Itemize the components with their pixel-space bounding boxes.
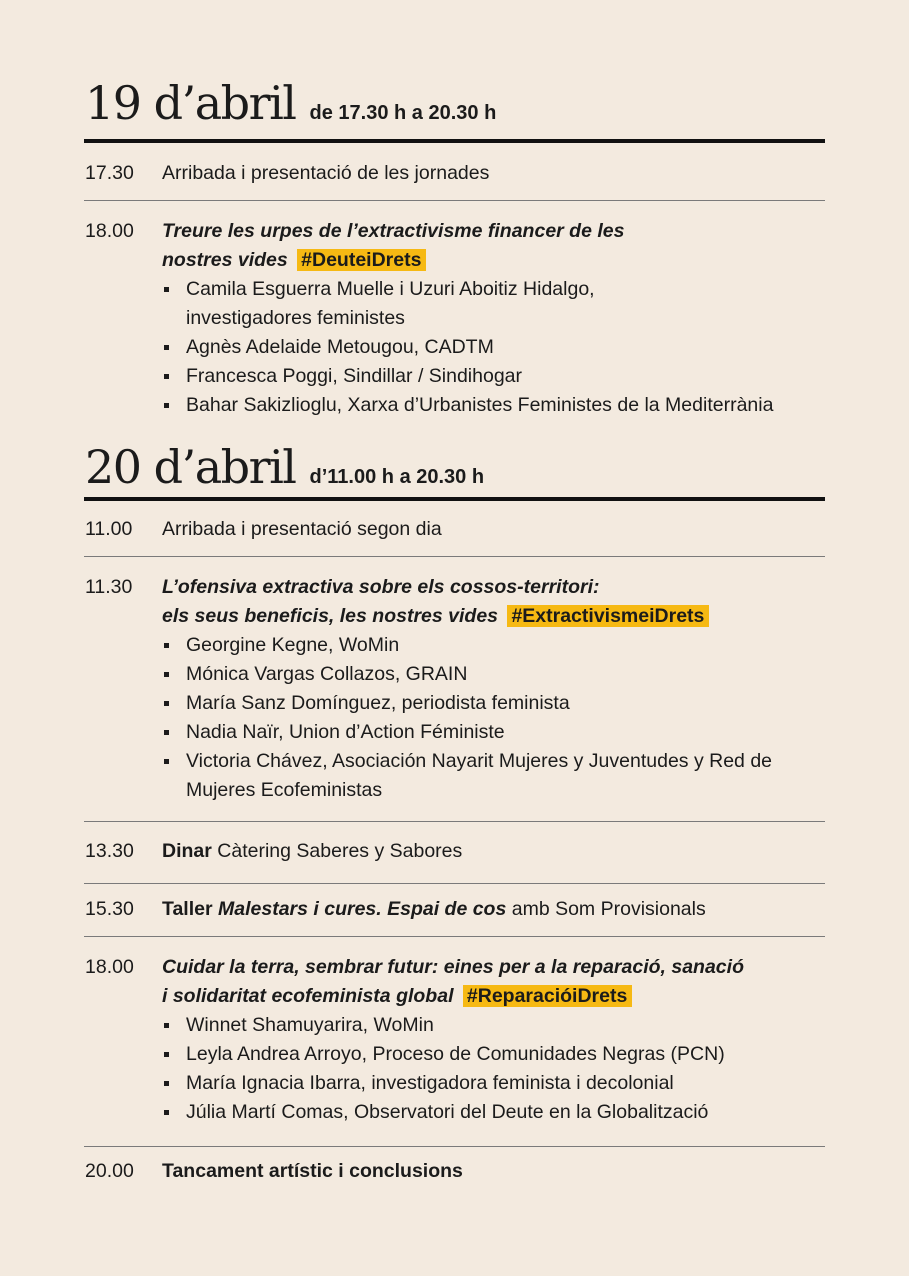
speaker-item: Leyla Andrea Arroyo, Proceso de Comunidades Negras (PCN) [162, 1040, 825, 1069]
session-label: Dinar [162, 840, 212, 862]
day-1-date: 19 d’abril [85, 76, 296, 130]
row-divider [84, 1146, 825, 1147]
session-time: 17.30 [85, 162, 134, 184]
session-text: Càtering Saberes y Sabores [217, 840, 463, 862]
speaker-item: Winnet Shamuyarira, WoMin [162, 1011, 825, 1040]
speaker-item: Victoria Chávez, Asociación Nayarit Mujeres y Juventudes y Red de Mujeres Ecofeministas [162, 747, 825, 805]
speaker-item: Agnès Adelaide Metougou, CADTM [162, 333, 825, 362]
day-2-hours: d’11.00 h a 20.30 h [309, 466, 485, 488]
session-title: L’ofensiva extractiva sobre els cossos-territori: els seus beneficis, les nostres vides #ExtractivismeiDrets [162, 573, 825, 631]
session-label: Tancament artístic i conclusions [162, 1160, 463, 1182]
speaker-item: María Sanz Domínguez, periodista feminista [162, 689, 825, 718]
speaker-item: Francesca Poggi, Sindillar / Sindihogar [162, 362, 825, 391]
day-1-heading [85, 76, 496, 130]
speaker-item: Bahar Sakizlioglu, Xarxa d’Urbanistes Feministes de la Mediterrània [162, 391, 825, 420]
row-divider [84, 821, 825, 822]
day-2-date: 20 d’abril [85, 440, 296, 494]
speaker-list [162, 631, 825, 805]
session-title: Treure les urpes de l’extractivisme financer de les nostres vides #DeuteiDrets [162, 220, 625, 271]
row-divider [84, 883, 825, 884]
hashtag-badge: #DeuteiDrets [297, 249, 426, 271]
row-divider [84, 936, 825, 937]
session-time: 20.00 [85, 1160, 134, 1182]
hashtag-badge: #ExtractivismeiDrets [507, 605, 709, 627]
session-time: 13.30 [85, 840, 134, 862]
session-label: Taller [162, 898, 213, 920]
session-time: 11.00 [85, 518, 133, 540]
row-divider [84, 556, 825, 557]
day-2-divider [84, 497, 825, 501]
session-time: 18.00 [85, 956, 134, 978]
speaker-item: Júlia Martí Comas, Observatori del Deute en la Globalització [162, 1098, 825, 1127]
session-title: Malestars i cures. Espai de cos [218, 898, 507, 920]
session-title: Cuidar la terra, sembrar futur: eines per a la reparació, sanació i solidaritat ecofeminista global #ReparacióiDrets [162, 956, 744, 1007]
speaker-item: Nadia Naïr, Union d’Action Féministe [162, 718, 825, 747]
speaker-list [162, 1011, 825, 1127]
speaker-item: Camila Esguerra Muelle i Uzuri Aboitiz Hidalgo, investigadores feministes [162, 275, 825, 333]
day-2-heading [85, 440, 484, 494]
speaker-list [162, 275, 825, 420]
session-text: Arribada i presentació de les jornades [162, 162, 490, 184]
session-time: 11.30 [85, 576, 133, 598]
session-time: 18.00 [85, 220, 134, 242]
day-1-divider [84, 139, 825, 143]
speaker-item: Georgine Kegne, WoMin [162, 631, 825, 660]
speaker-item: María Ignacia Ibarra, investigadora feminista i decolonial [162, 1069, 825, 1098]
row-divider [84, 200, 825, 201]
session-text: amb Som Provisionals [511, 898, 706, 920]
session-text: Arribada i presentació segon dia [162, 518, 442, 540]
hashtag-badge: #ReparacióiDrets [463, 985, 632, 1007]
day-1-hours: de 17.30 h a 20.30 h [309, 102, 497, 124]
speaker-item: Mónica Vargas Collazos, GRAIN [162, 660, 825, 689]
session-time: 15.30 [85, 898, 134, 920]
